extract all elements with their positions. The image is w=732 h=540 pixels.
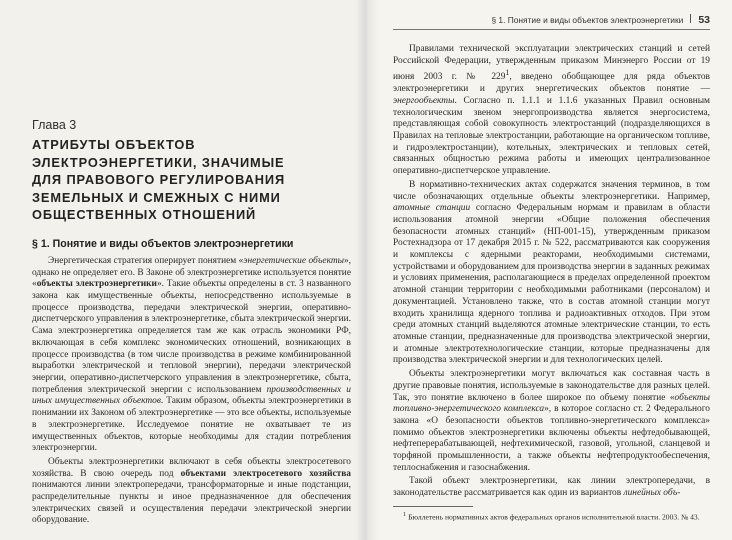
footnote: $^1$ Бюллетень нормативных актов федеральных органов исполнительной власти. 2003. № 43. [403, 510, 700, 522]
chapter-title-line: ОБЩЕСТВЕННЫХ ОТНОШЕНИЙ [32, 207, 257, 223]
footnote-divider [393, 506, 473, 507]
chapter-title [32, 136, 351, 224]
running-head-separator [690, 14, 691, 23]
chapter-title-line: ЭЛЕКТРОЭНЕРГЕТИКИ, ЗНАЧИМЫЕ [32, 154, 285, 170]
paragraph: Такой объект электроэнергетики, как линии электропередачи, в законодательстве рассматривается как один из вариантов линейных объ- [393, 476, 710, 499]
section-title: § 1. Понятие и виды объектов электроэнергетики [32, 237, 294, 250]
running-head [393, 14, 710, 30]
page-number: 53 [698, 14, 710, 26]
chapter-label: Глава 3 [32, 118, 77, 132]
paragraph: Правилами технической эксплуатации электрических станций и сетей Российской Федерации, утвержденным приказом Минэнерго России от 19 июня 2003 г. № $229^1$, введено обобщающее для ряда объектов электроэнергетики и других энергетических объектов понятие — энергообъекты. Согласно п. 1.1.1 и 1.1.6 указанных Правил основным технологическим звеном энергопроизводства является энергосистема, представляющая собой совокупность электростанций (подразделяющихся в Правилах на тепловые электростанции, работающие на органическом топливе, и гидроэлектростанции), котельных, электрических и тепловых сетей, связанных общностью режима работы и имеющих централизованное оперативно-диспетчерское управление. [393, 44, 710, 177]
paragraph: Энергетическая стратегия оперирует понятием «энергетические объекты», однако не определяет его. В Законе об электроэнергетике используется понятие «объекты электроэнергетики». Такие объекты определены в ст. 3 названного закона как имущественные объекты, непосредственно используемые в процессе производства, передачи электрической энергии, оперативно-диспетчерского управления в электроэнергетике, сбыта электрической энергии. Сама электроэнергетика определяется там же как отрасль экономики РФ, включающая в себя комплекс экономических отношений, возникающих в процессе производства (в том числе производства в режиме комбинированной выработки электрической и тепловой энергии), передачи электрической энергии, оперативно-диспетчерского управления в электроэнергетике, сбыта, потребления электрической энергии с использованием производственных и иных имущественных объектов. Таким образом, объекты электроэнергетики в понимании их Законом об электроэнергетике — это все объекты, используемые в электроэнергетике. Исследуемое понятие не охватывает те из имущественных объектов, которые необходимы для стадии потребления электроэнергии. [32, 255, 352, 454]
right-page [365, 0, 732, 540]
chapter-title-line: ЗЕМЕЛЬНЫХ И СМЕЖНЫХ С НИМИ [32, 189, 281, 205]
chapter-title-line: АТРИБУТЫ ОБЪЕКТОВ [32, 137, 196, 152]
paragraph: Объекты электроэнергетики могут включаться как составная часть в другие правовые понятия, используемые в законодательстве для разных целей. Так, это понятие включено в более широкое по объему понятие «объекты топливно-энергетического комплекса», в которое согласно ст. 2 Федерального закона «О безопасности объектов топливно-энергетического комплекса» помимо объектов электроэнергетики включены объекты нефтедобывающей, нефтеперерабатывающей, нефтехимической, газовой, угольной, сланцевой и торфяной промышленности, а также объекты нефтепродуктообеспечения, теплоснабжения и газоснабжения. [393, 369, 710, 473]
footnote-ref: 1 [505, 68, 510, 78]
running-head-title: § 1. Понятие и виды объектов электроэнергетики [491, 15, 684, 25]
paragraph: В нормативно-технических актах содержатся значения терминов, в том числе обозначающих отдельные объекты электроэнергетики. Например, атомные станции согласно Федеральным нормам и правилам в области использования атомной энергии «Общие положения обеспечения безопасности атомных станций» (НП-001-15), утвержденным приказом Ростехнадзора от 17 декабря 2015 г. № 522, рассматриваются как сооружения и комплексы с ядерными реакторами, необходимыми системами, устройствами и оборудованием для производства энергии в заданных режимах и условиях применения, располагающиеся в пределах определенной проектом атомной станции территории с необходимыми работниками (персоналом) и документацией. Установлено также, что в состав атомной станции могут входить хранилища ядерного топлива и радиоактивных отходов. При этом среди атомных станций выделяются атомные электрические станции, то есть атомные станции, предназначенные для производства электрической энергии, и атомные электротехнологические станции, которые предназначены для производства электрической энергии и для технологических целей. [393, 179, 710, 366]
paragraph: Объекты электроэнергетики включают в себя объекты электросетевого хозяйства. В свою очередь под объектами электросетевого хозяйства понимаются линии электропередачи, трансформаторные и иные подстанции, распределительные пункты и иное предназначенное для обеспечения электрических связей и осуществления передачи электрической энергии оборудование. [32, 456, 351, 526]
left-page [0, 0, 365, 540]
chapter-title-line: ДЛЯ ПРАВОВОГО РЕГУЛИРОВАНИЯ [32, 172, 286, 188]
